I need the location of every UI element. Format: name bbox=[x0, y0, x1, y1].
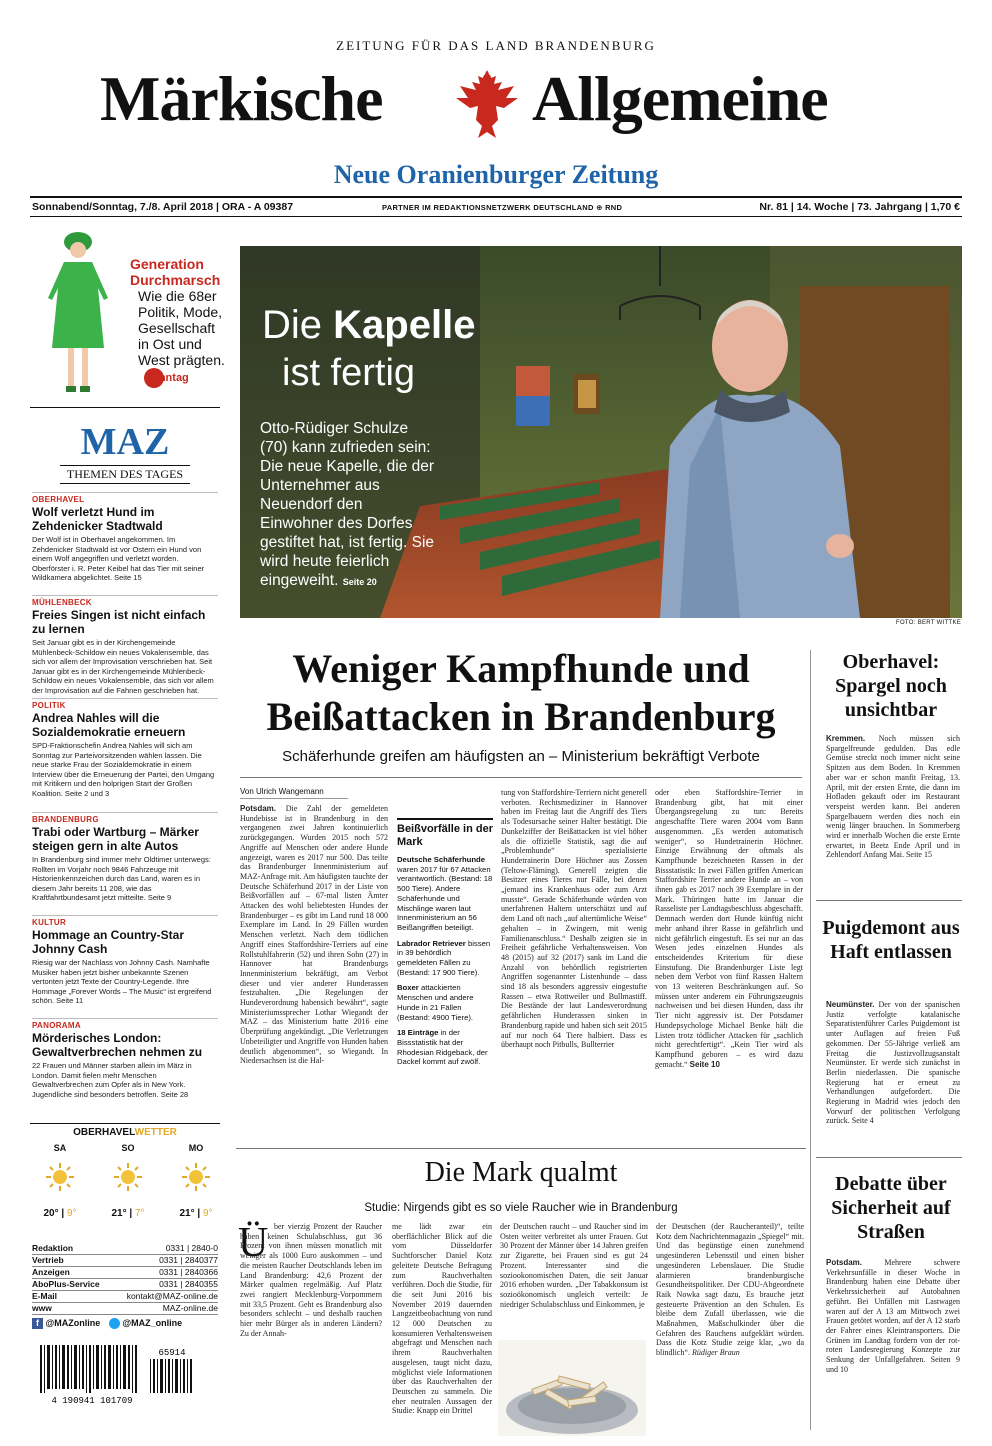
topic-kicker: PANORAMA bbox=[32, 1018, 218, 1030]
right-body-spargel bbox=[826, 734, 960, 894]
fact-box-lead: 18 Einträge bbox=[397, 1028, 439, 1038]
fact-box-text: bissen in 39 behördlich gemeldeten Fällen zu (Bestand: 17 900 Tiere). bbox=[397, 938, 491, 977]
topic-kicker: KULTUR bbox=[32, 915, 218, 927]
brandenburg-eagle-icon bbox=[452, 64, 522, 144]
main-column-4 bbox=[655, 788, 803, 1140]
topic-body: Der Wolf ist in Oberhavel angekommen. Im Zehdenicker Stadtwald ist vor Ostern ein Hund von einem Wolf angegriffen und verletzt worden. Oberförster i. R. Peter Keibel hat das Tier mit seiner Wildkamera abgelichtet. Seite 15 bbox=[32, 535, 205, 583]
fact-box-text: waren 2017 für 67 Attacken verantwortlich. (Bestand: 18 500 Tiere). Andere Schäferhunde und Mischlinge waren laut Innenministerium an 56 Beißangriffen beteiligt. bbox=[397, 864, 493, 932]
contact-label: www bbox=[32, 1303, 52, 1313]
temp-high: 21° bbox=[111, 1208, 127, 1219]
photo-caption-page-ref[interactable]: Seite 20 bbox=[342, 577, 377, 587]
topic-head: Freies Singen ist nicht einfach zu lernen bbox=[32, 608, 206, 636]
main-subhead: Schäferhunde greifen am häufigsten an – Ministerium bekräftigt Verbote bbox=[282, 748, 760, 765]
masthead-rule-top bbox=[30, 196, 962, 198]
right-rule bbox=[816, 900, 962, 901]
main-column-3: tung von Staffordshire-Terriern nicht generell verboten. Rechtsmediziner in Hannover haben im Freitag laut die Angriff des Tiers als Todesursache seiner Halter bestätigt. Die Dunkelziffer der Beißattacken ist viel höher als die offizielle Statistik, sagt die auf „Problemhunde“ spezialisierte Hundetrainerin Dore Höchner aus Zossen (Teltow-Fläming). Generell zeigten die Besitzer eines Tieres nur Fälle, bei denen „jemand ins Krankenhaus oder zum Arzt musste“. Gerade Schäferhunde würden von unerfahrenen Haltern unterschätzt und auf dem Land oft nach „auf altertümliche Weise“ gehalten – in Zwingern, mit wenig Familienanschluss.“ Deshalb zeigten sie in Freiheit gefährliche Verhaltensweisen. Von 48 (2015) auf 32 (2017) sank im Land die Anzahl von behördlich registrierten Angriffen sogenannter Listenhunde – dass sind 18 als besonders aggressiv eingestufte Rassen – etwa Rottweiler und Bullmastiff. Die Bestände der laut Landesverordnung gefährlichen Hunderassen sinken in Brandenburg rapide und haben sich seit 2015 auf nur noch 64 Tiere halbiert. Dass es überhaupt noch Pitbulls, Bullterrier bbox=[501, 788, 647, 1050]
topic-body: Seit Januar gibt es in der Kirchengemeinde Mühlenbeck-Schildow ein neues Vokalensemble, das sich vor allem der Improvisation verschrieben hat. Seit Januar gibt es in der Kirchengemeinde Mühlenbeck-Schildow ein neues Vokalensemble, das sich vor allem der Improvisation auf die Fahnen geschrieben hat. bbox=[32, 638, 214, 695]
facebook-handle[interactable]: @MAZonline bbox=[45, 1318, 101, 1328]
contact-label: Vertrieb bbox=[32, 1255, 64, 1265]
photo-caption-text: Otto-Rüdiger Schulze (70) kann zufrieden sein: Die neue Kapelle, die der Unternehmer aus Neuendorf den Einwohner des Dorfes gestiftet hat, ist fertig. Sie wird heute feierlich eingeweiht. bbox=[260, 420, 435, 589]
contact-label: AboPlus-Service bbox=[32, 1279, 100, 1289]
main-column-4-text: oder eben Staffordshire-Terrier in Brandenburg gibt, hat mit einer Übergangsregelung zu tun: Bereits angeschaffte Tiere waren 2004 vom Bann ausgenommen. „Es werden automatisch weniger“, so Hundetrainerin Höchner. Einzige Erwähnung der oftmals als Kampfhunde bezeichneten Rassen in der Bissstatistik: In zwei Fällen griffen American Staffordshire Terrier andere Hunde an – von ihnen gab es 2017 noch 39 Exemplare in der Mark. Thüringen hatte im Januar die Rasseliste per Landtagsbeschluss abgeschafft. Demnach werden dort Hunde künftig nicht mehr anhand ihrer Rasse in gefährlich und nicht gefährlich eingestuft. Es sei nur an das Wesen jedes einzelnen Hundes als entscheidendes Kriterium für diese Einstufung. Die Brandenburger Liste legt neben dem Verbot von fünf Rassen Haltern von 13 weiteren Beschränkungen auf. So müssen unter anderem ein Führungszeugnis nachweisen und bei diesen Hunden, dass ihr Tier nicht aggressiv ist. Der Potsdamer Hundepsychologe Michael Benke hält die Listen trotz tödlicher Attacken für „sachlich nicht gerechtfertigt“. „Kein Tier wird als Kampfhund geboren – es wird dazu gemacht.“ bbox=[655, 788, 803, 1069]
photo-credit: FOTO: BERT WITTKE bbox=[896, 620, 962, 626]
twitter-icon bbox=[109, 1318, 120, 1329]
fact-box-text: in der Bissstatistik hat der Rhodesian Ridgeback, der Dackel kommt auf zwölf. bbox=[397, 1028, 488, 1067]
main-headline[interactable]: Weniger Kampfhunde und Beißattacken in Brandenburg bbox=[266, 646, 776, 739]
right-body-text: Mehrere schwere Verkehrsunfälle in dieser Woche in Brandenburg haben eine Debatte über Verkehrssicherheit auf Autobahnen geführt. Bei Unfällen mit Lastwagen waren auf der A 13 am Mittwoch zwei Frauen getötet worden, auf der A 12 starb der Fahrer eines Kleintransporters. Die Grünen im Landtag fordern von der rot-roten Landesregierung Konzepte zur Senkung der Unfallgefahren. Seiten 9 und 10 bbox=[826, 1258, 960, 1374]
contact-label: Redaktion bbox=[32, 1243, 74, 1253]
contact-email-link[interactable]: kontakt@MAZ-online.de bbox=[126, 1291, 218, 1301]
masthead-title-left: Märkische bbox=[100, 63, 383, 134]
edition-date: Sonnabend/Sonntag, 7./8. April 2018 | ORA - A 09387 bbox=[32, 201, 294, 213]
topic-kicker: OBERHAVEL bbox=[32, 492, 218, 504]
topic-body: 22 Frauen und Männer starben allein im März in London. Damit fielen mehr Menschen Gewaltverbrechen zum Opfer als in New York. Jugendliche sind besonders betroffen. Seite 28 bbox=[32, 1061, 192, 1099]
topic-head: Andrea Nahles will die Sozialdemokratie erneuern bbox=[32, 711, 186, 739]
maz-logo: MAZ bbox=[80, 421, 170, 463]
byline-rule bbox=[240, 798, 348, 799]
masthead-rule-bottom bbox=[30, 216, 962, 217]
sun-icon bbox=[113, 1162, 143, 1192]
contact-row bbox=[32, 1267, 218, 1279]
contact-value: 0331 | 2840366 bbox=[159, 1267, 218, 1277]
drop-cap: Ü bbox=[238, 1220, 269, 1266]
bottom-column-2: me lädt zwar ein oberflächlicher Blick auf die vom Düsseldorfer Suchtforscher Daniel Kotz geleitete Deutsche Befragung zum Rauchverhalten verführen. Doch die Studie, für die seit Juni 2016 bis November 2019 dauernden Langzeitbeobachtung von rund 12 000 Deutschen zu konsumieren Verhaltensweisen abgefragt und Menschen nach ihrem Rauchverhalten ausgelesen, taugt nicht dazu, möglichst viele Informationen über das Rauchverhalten der Deutschen zu sammeln. Die eher neutralen Aussagen der Studie: Knapp ein Drittel bbox=[392, 1222, 492, 1416]
fact-box-lead: Boxer bbox=[397, 983, 419, 993]
contact-label: E-Mail bbox=[32, 1291, 58, 1301]
weather-title-suffix: WETTER bbox=[134, 1127, 177, 1138]
teaser-model-image bbox=[38, 228, 118, 400]
topic-item-oberhavel[interactable] bbox=[32, 492, 218, 583]
masthead-tagline: ZEITUNG FÜR DAS LAND BRANDENBURG bbox=[336, 38, 656, 53]
contact-row bbox=[32, 1279, 218, 1291]
left-column-rule bbox=[30, 407, 220, 408]
photo-headline-part1: Die bbox=[262, 303, 323, 347]
sonntag-logo: sonntag bbox=[146, 372, 189, 384]
bottom-column-3: der Deutschen raucht – und Raucher sind im Osten weiter verbreitet als unter Frauen. Gut 30 Prozent der Männer über 14 Jahren greifen zur Zigarette, bei Frauen sind es gut 24 Prozent. Interessanter sind die soziookonomischen Daten, die seit Januar 2016 erhoben wurden. „Der Tabakkonsum ist sozioökonomisch ungleich verteilt: Je niedriger Schulabschluss und Einkommen, je bbox=[500, 1222, 648, 1309]
fact-box-item bbox=[397, 983, 493, 1022]
contact-label: Anzeigen bbox=[32, 1267, 70, 1277]
bottom-article-rule bbox=[236, 1148, 806, 1149]
teaser-title: Generation Durchmarsch bbox=[130, 256, 221, 288]
topic-head: Wolf verletzt Hund im Zehdenicker Stadtwald bbox=[32, 505, 163, 533]
bottom-column-4-text: der Deutschen (der Raucheranteil)“, teilte Kotz dem Nachrichtenmagazin „Spiegel“ mit. Und das begünstige einen zunehmend ungesünderen Lebensstil und einen bisher ungesünderen Lebenslauer. Die Studie alarmieren brandenburgische Gesundheitspolitiker. Der CDU-Abgeordnete Raik Nowka sagt dazu, Es brauche jetzt gesteuerte Prävention an den Schulen. Es bleibe dem Zufall überlassen, wie die Maßnahmen, Maßschulkinder über die Gefahren des Rauchens aufgeklärt würden. Dass die Kotz Studie zeige klar, „wo da blindlich“. bbox=[656, 1222, 804, 1358]
dateline: Potsdam. bbox=[826, 1258, 863, 1267]
contact-row bbox=[32, 1303, 218, 1315]
weather-day: SA bbox=[53, 1143, 67, 1153]
sun-icon bbox=[181, 1162, 211, 1192]
partner-note: PARTNER IM REDAKTIONSNETZWERK DEUTSCHLAND ⊕ RND bbox=[382, 203, 623, 212]
bottom-author: Rüdiger Braun bbox=[692, 1348, 740, 1358]
photo-headline-part2: Kapelle bbox=[333, 303, 476, 347]
contact-row bbox=[32, 1291, 218, 1303]
sonntag-teaser[interactable] bbox=[30, 222, 225, 402]
teaser-text: Wie die 68er Politik, Mode, Gesellschaft in Ost und West prägten. bbox=[138, 288, 225, 368]
barcode-digits: 4 190941 101709 bbox=[51, 1396, 133, 1405]
contact-value: 0331 | 2840355 bbox=[159, 1279, 218, 1289]
right-headline-debatte[interactable]: Debatte über Sicherheit auf Straßen bbox=[831, 1173, 951, 1243]
byline: Von Ulrich Wangemann bbox=[240, 787, 324, 796]
barcode-addon-digits: 65914 bbox=[158, 1348, 186, 1358]
weather-temp: 21° | 9° bbox=[179, 1208, 213, 1219]
contact-value: 0331 | 2840-0 bbox=[165, 1243, 218, 1253]
temp-low: 7° bbox=[134, 1208, 145, 1219]
temp-high: 20° bbox=[43, 1208, 59, 1219]
right-headline-puigdemont[interactable]: Puigdemont aus Haft entlassen bbox=[822, 917, 960, 963]
right-body-text: Noch müssen sich Spargelfreunde gedulden. Das edle Gemüse streckt noch immer nicht seine Spitzen aus dem Boden. In Kremmen aber war er schon manfit Freitag, 13. April, mit der ersten Ernte, die dann im Hofladen gekauft oder im Restaurant verspeist werden kann. Bei anderen Spargelbauern werden dies noch ein wenig länger brauchen. In Sommerberg wird er innerhalb Wochen die erste Ernte erwartet, in Beetz Ende April und in Zehlendorf Anfang Mai. Seite 15 bbox=[826, 734, 960, 860]
masthead-title-right: Allgemeine bbox=[532, 63, 828, 134]
ashtray-photo bbox=[498, 1340, 646, 1436]
weather-title-region: OBERHAVEL bbox=[73, 1127, 135, 1138]
temp-high: 21° bbox=[179, 1208, 195, 1219]
topic-head: Mörderisches London: Gewaltverbrechen nehmen zu bbox=[32, 1031, 203, 1059]
right-body-debatte bbox=[826, 1258, 960, 1408]
contact-list bbox=[32, 1243, 218, 1315]
fact-box-item bbox=[397, 855, 493, 933]
photo-headline-line2: ist fertig bbox=[282, 352, 416, 394]
topic-item-brandenburg[interactable] bbox=[32, 812, 218, 903]
masthead-subtitle: Neue Oranienburger Zeitung bbox=[333, 160, 659, 189]
topic-body: SPD-Fraktionschefin Andrea Nahles will sich am Sonntag zur Parteivorsitzenden wählen lassen. Die neue starke Frau der Sozialdemokratie in einem Interview über die Erneuerung der Partei, den Umgang mit Kritikern und den holprigen Start der Großen Koalition. Seite 2 und 3 bbox=[32, 741, 215, 798]
social-links bbox=[32, 1318, 182, 1329]
contact-row bbox=[32, 1255, 218, 1267]
fact-box-item bbox=[397, 939, 493, 978]
bottom-headline[interactable]: Die Mark qualmt bbox=[424, 1157, 618, 1188]
contact-value: 0331 | 2840377 bbox=[159, 1255, 218, 1265]
contact-website-link[interactable]: MAZ-online.de bbox=[162, 1303, 218, 1313]
fact-box-text: attackierten Menschen und andere Hunde in 21 Fällen (Bestand: 4900 Tiere). bbox=[397, 983, 474, 1022]
topic-head: Trabi oder Wartburg – Märker steigen gern in alte Autos bbox=[32, 825, 199, 853]
dateline: Kremmen. bbox=[826, 734, 866, 743]
topic-body: Riesig war der Nachlass von Johnny Cash. Namhafte Musiker haben jetzt bisher unbekannte Szenen vertonten jetzt Texte der Country-Legende. Ihre Hommage „Forever Words – The Music“ ist ergreifend schön. Seite 11 bbox=[32, 958, 212, 1006]
twitter-handle[interactable]: @MAZ_online bbox=[122, 1318, 183, 1328]
fact-box-lead: Labrador Retriever bbox=[397, 938, 466, 948]
weather-title bbox=[30, 1123, 220, 1138]
fact-box-title: Beißvorfälle in der Mark bbox=[397, 818, 493, 849]
facebook-icon: f bbox=[32, 1318, 43, 1329]
dateline: Potsdam. bbox=[240, 804, 277, 813]
weather-temp: 20° | 9° bbox=[43, 1208, 77, 1219]
topic-body: In Brandenburg sind immer mehr Oldtimer unterwegs: Rollten im Vorjahr noch 9846 Fahrzeuge mit Historienkennzeichen durch das Land, waren es in diesem Jahr bereits 11 208, wie das Kraftfahrtbundesamt jetzt mitteilte. Seite 9 bbox=[32, 855, 211, 903]
topic-kicker: MÜHLENBECK bbox=[32, 595, 218, 607]
topic-item-panorama[interactable] bbox=[32, 1018, 218, 1099]
weather-day: SO bbox=[121, 1143, 135, 1153]
main-column-1-text: Die Zahl der gemeldeten Hundebisse ist in Brandenburg in den vergangenen zwei Jahren kontinuierlich zurückgegangen. Wurden 2015 noch 572 Angriffe auf Menschen oder andere Hunde angezeigt, waren es 2017 nur 500. Das teilte das Brandenburger Innenministerium auf MAZ-Anfrage mit. Am häufigsten tauchte der Deutsche Schäferhund 2017 in der Liste von Beißvorfällen auf – 67-mal listen Ämter Attacken des wohl beliebtesten Hundes der Brandenburger – es gibt im Land rund 18 000 Exemplare im Land. In 29 Fällen wurden Menschen verletzt. Nach dem tödlichen Angriff eines Staffordshire-Terriers auf eine Rollstuhlfahrerin (52) und ihren Sohn (27) in Hannover hat Brandenburgs Innenministerium bekräftigt, am Verbot dieser und vier anderer Hunderassen festzuhalten. „Die Regelungen der Hundeverordnung habensich bewährt“, sagte Ministeriumssprecher Lothar Wiegandt der MAZ – das Ministerium hatte 2016 eine Überprüfung angekündigt. „Die Verletzungen Unbeteiligter und Angriffe von Hunden haben deutlich abgenommen“, so Wiegandt. In Niedersachsen ist die Hal- bbox=[240, 804, 388, 1066]
main-column-1 bbox=[240, 804, 388, 1140]
column-divider bbox=[810, 650, 811, 1430]
right-body-puigdemont bbox=[826, 1000, 960, 1150]
issue-price: Nr. 81 | 14. Woche | 73. Jahrgang | 1,70 € bbox=[759, 201, 960, 213]
right-headline-spargel[interactable]: Oberhavel: Spargel noch unsichtbar bbox=[835, 651, 947, 721]
dateline: Neumünster. bbox=[826, 1000, 875, 1009]
right-body-text: Der von der spanischen Justiz verfolgte katalanische Separatistenführer Carles Puigdemont ist unter Auflagen auf freien Fuß gekommen. Der 55-Jährige verließ am Freitag die Justizvollzugsanstalt Neumünster. Er werde sich zunächst in Berlin niederlassen. Die spanische Regierung hat er erneut zu Verhandlungen aufgefordert. Die Regierung in Madrid wies jedoch den Vorwurf der politischen Verfolgung zurück. Seite 4 bbox=[826, 1000, 960, 1126]
weather-day: MO bbox=[188, 1143, 204, 1153]
bottom-column-4 bbox=[656, 1222, 804, 1418]
bottom-column-1: ber vierzig Prozent der Raucher haben keinen Schulabschluss, gut 36 Prozent von ihnen müssen monatlich mit weniger als 1000 Euro auskommen – und die meisten Raucher Deutschlands leben im Land Brandenburg: 42,6 Prozent der Märker qualmen regelmäßig. Auf Platz zwei rangiert Mecklenburg-Vorpommern mit 33,5 Prozent. Geht es Brandenburg also besonders schlecht – und deshalb rauchen hier mehr Bürger als in anderen Ländern? Zu der Annah- bbox=[240, 1222, 382, 1338]
fact-box-lead: Deutsche Schäferhunde bbox=[397, 855, 486, 864]
bottom-subhead: Studie: Nirgends gibt es so viele Raucher wie in Brandenburg bbox=[364, 1202, 678, 1214]
fact-box bbox=[397, 818, 493, 1067]
fact-box-item bbox=[397, 1028, 493, 1067]
photo-headline bbox=[262, 303, 475, 348]
right-rule bbox=[816, 1157, 962, 1158]
barcode-image bbox=[32, 1345, 220, 1405]
weather-temp: 21° | 7° bbox=[111, 1208, 145, 1219]
photo-caption bbox=[260, 419, 440, 592]
topic-kicker: POLITIK bbox=[32, 698, 218, 710]
temp-low: 9° bbox=[202, 1208, 213, 1219]
topic-item-politik[interactable] bbox=[32, 698, 218, 799]
main-rule bbox=[240, 777, 802, 778]
topic-kicker: BRANDENBURG bbox=[32, 812, 218, 824]
topic-head: Hommage an Country-Star Johnny Cash bbox=[32, 928, 185, 956]
sun-icon bbox=[45, 1162, 75, 1192]
topic-item-muehlenbeck[interactable] bbox=[32, 595, 218, 696]
topic-item-kultur[interactable] bbox=[32, 915, 218, 1006]
contact-row bbox=[32, 1243, 218, 1255]
temp-low: 9° bbox=[66, 1208, 77, 1219]
main-page-ref[interactable]: Seite 10 bbox=[689, 1059, 720, 1069]
maz-section-title: THEMEN DES TAGES bbox=[60, 465, 190, 484]
